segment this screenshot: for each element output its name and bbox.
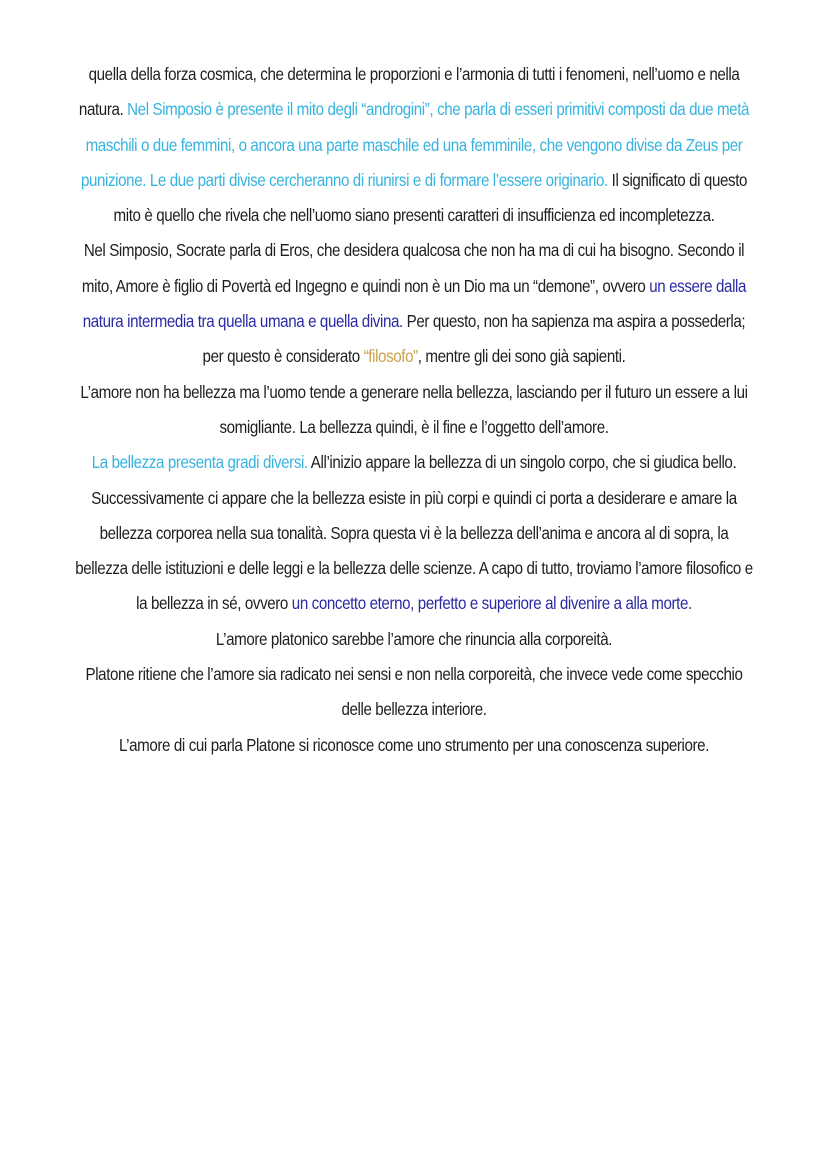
highlight-blue-text: un concetto eterno, perfetto e superiore al divenire a alla morte.: [291, 593, 692, 614]
paragraph-gradi-bellezza: [73, 445, 754, 621]
text-span: L’amore platonico sarebbe l’amore che rinuncia alla corporeità.: [215, 628, 613, 649]
paragraph-sensi: [73, 657, 754, 728]
highlight-cyan-text: Nel Simposio è presente il mito degli “androgini”, che parla di esseri primitivi composti da due metà maschili o due femmini, o ancora una parte maschile ed una femminile, che vengono divise da Zeus per punizione. Le due parti divise cercheranno di riunirsi e di formare l’essere originario.: [80, 99, 750, 190]
highlight-blue-text: un essere dalla natura intermedia tra quella umana e quella divina.: [82, 275, 747, 332]
paragraph-amore-platonico: [73, 622, 754, 657]
text-span: , mentre gli dei sono già sapienti.: [417, 346, 626, 367]
paragraph-androgini-myth: [73, 57, 754, 233]
text-span: Per questo, non ha sapienza ma aspira a possederla; per questo è considerato: [202, 311, 746, 367]
paragraph-bellezza-fine: [73, 375, 754, 446]
text-span: Nel Simposio, Socrate parla di Eros, che desidera qualcosa che non ha ma di cui ha bisogno. Secondo il mito, Amore è figlio di Povertà ed Ingegno e quindi non è un Dio ma un “demone”, ovvero: [81, 240, 745, 296]
paragraph-eros: [73, 233, 754, 374]
text-span: L’amore di cui parla Platone si riconosce come uno strumento per una conoscenza superiore.: [118, 734, 710, 755]
text-span: Il significato di questo mito è quello che rivela che nell’uomo siano presenti caratteri di insufficienza ed incompletezza.: [113, 169, 748, 226]
text-span: L’amore non ha bellezza ma l’uomo tende a generare nella bellezza, lasciando per il futuro un essere a lui somigliante. La bellezza quindi, è il fine e l’oggetto dell’amore.: [80, 381, 748, 437]
body-text: [73, 57, 754, 763]
text-span: All’inizio appare la bellezza di un singolo corpo, che si giudica bello. Successivamente ci appare che la bellezza esiste in più corpi e quindi ci porta a desiderare e amare la bellezza corporea nella sua tonalità. Sopra questa vi è la bellezza dell’anima e ancora al di sopra, la bellezza delle istituzioni e delle leggi e la bellezza delle scienze. A capo di tutto, troviamo l’amore filosofico e la bellezza in sé, ovvero: [75, 452, 753, 614]
text-span: quella della forza cosmica, che determina le proporzioni e l’armonia di tutti i fenomeni, nell’uomo e nella natura.: [78, 64, 740, 120]
highlight-cyan-text: La bellezza presenta gradi diversi.: [91, 452, 308, 473]
text-span: Platone ritiene che l’amore sia radicato nei sensi e non nella corporeità, che invece vede come specchio delle bellezza interiore.: [85, 664, 743, 720]
highlight-gold-text: “filosofo”: [363, 346, 418, 367]
paragraph-conoscenza: [73, 728, 754, 763]
